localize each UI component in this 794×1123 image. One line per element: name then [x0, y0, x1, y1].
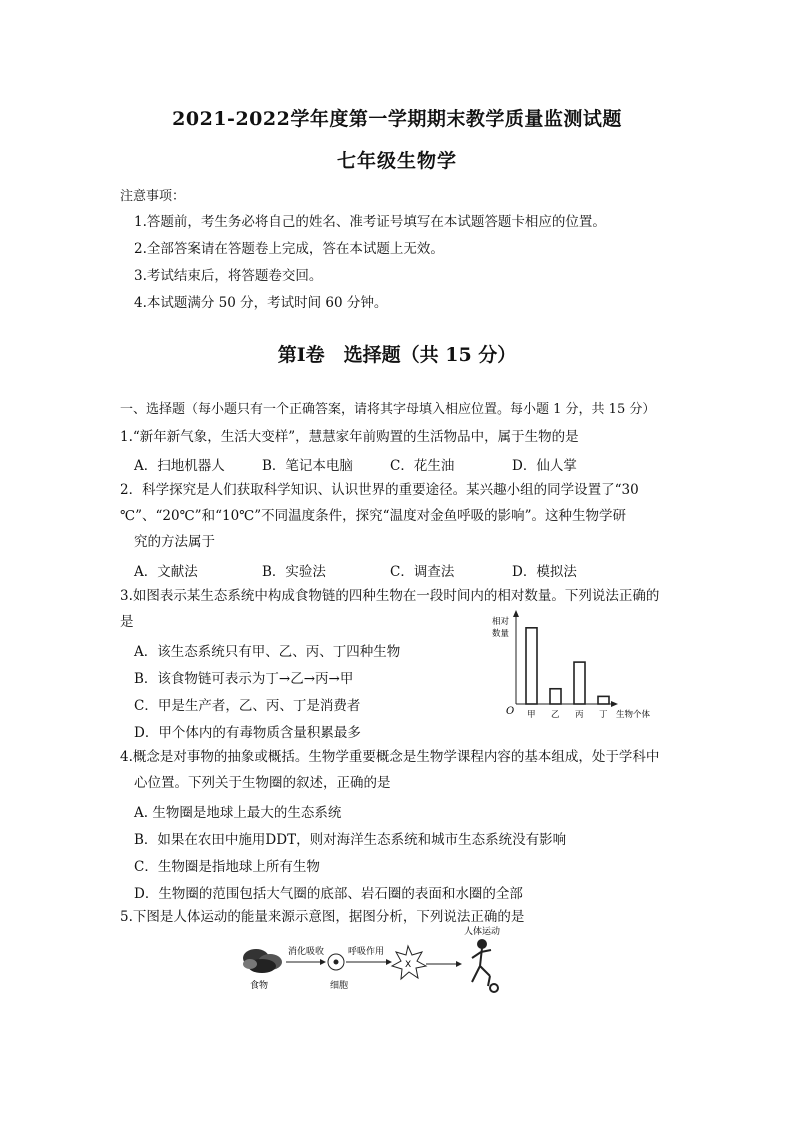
origin-label: O: [506, 706, 515, 717]
relative-quantity-bar-chart: [488, 608, 688, 724]
option-d: D．生物圈的范围包括大气圈的底部、岩石圈的表面和水圈的全部: [134, 886, 523, 902]
cell-nucleus-icon: [334, 960, 339, 965]
cell-label: 细胞: [330, 981, 349, 991]
note-item: 3.考试结束后，将答题卷交回。: [134, 268, 323, 284]
energy-source-diagram: [236, 922, 526, 1002]
option-c: C．甲是生产者，乙、丙、丁是消费者: [134, 698, 361, 714]
option-a: A．该生态系统只有甲、乙、丙、丁四种生物: [134, 644, 401, 660]
y-axis-arrow: [513, 610, 519, 617]
category-label: 丁: [599, 710, 608, 720]
option-a: A. 生物圈是地球上最大的生态系统: [134, 805, 342, 821]
bar-乙: [550, 689, 561, 704]
y-axis-label-2: 数量: [492, 629, 510, 639]
category-label: 甲: [527, 710, 536, 720]
y-axis-label-1: 相对: [492, 617, 510, 627]
question-stem: 究的方法属于: [134, 534, 215, 550]
soccer-player-icon: [472, 940, 498, 992]
arrow-digestion-head: [320, 959, 326, 965]
option-b: B．如果在农田中施用DDT，则对海洋生态系统和城市生态系统没有影响: [134, 832, 567, 848]
note-item: 2.全部答案请在答题卷上完成，答在本试题上无效。: [134, 241, 444, 257]
category-label: 丙: [575, 710, 584, 720]
respiration-label: 呼吸作用: [348, 947, 385, 957]
bar-甲: [526, 628, 537, 704]
part-instruction: 一、选择题（每小题只有一个正确答案，请将其字母填入相应位置。每小题 1 分，共 15 分）: [120, 402, 656, 417]
question-stem: 1.“新年新气象，生活大变样”，慧慧家年前购置的生活物品中，属于生物的是: [120, 429, 579, 445]
notes-heading: 注意事项：: [120, 189, 186, 204]
bar-丙: [574, 662, 585, 704]
exam-title: 2021-2022学年度第一学期期末教学质量监测试题: [172, 108, 622, 130]
question-stem: 5.下图是人体运动的能量来源示意图，据图分析，下列说法正确的是: [120, 909, 525, 925]
arrow-respiration-head: [386, 959, 392, 965]
question-stem: 3.如图表示某生态系统中构成食物链的四种生物在一段时间内的相对数量。下列说法正确的: [120, 588, 660, 604]
question-stem: 是: [120, 614, 134, 630]
digestion-label: 消化吸收: [288, 947, 325, 957]
option-c: C．调查法: [390, 564, 455, 580]
option-c: C．花生油: [390, 458, 455, 474]
chart-category-labels: [527, 710, 608, 720]
movement-label: 人体运动: [464, 927, 501, 937]
question-stem: 心位置。下列关于生物圈的叙述，正确的是: [134, 775, 391, 791]
x-axis-label: 生物个体: [616, 710, 651, 720]
exam-subtitle: 七年级生物学: [336, 150, 457, 172]
food-label: 食物: [250, 981, 269, 991]
option-d: D．仙人掌: [512, 458, 577, 474]
section-title: 第Ⅰ卷 选择题（共 15 分）: [277, 344, 517, 366]
option-c: C．生物圈是指地球上所有生物: [134, 859, 320, 875]
option-b: B．笔记本电脑: [262, 458, 353, 474]
question-stem: 2．科学探究是人们获取科学知识、认识世界的重要途径。某兴趣小组的同学设置了“30: [120, 482, 639, 498]
x-label: X: [405, 960, 412, 970]
question-stem: 4.概念是对事物的抽象或概括。生物学重要概念是生物学课程内容的基本组成，处于学科中: [120, 749, 660, 765]
chart-bars: [526, 628, 609, 704]
option-d: D．模拟法: [512, 564, 577, 580]
question-stem: ℃”、“20℃”和“10℃”不同温度条件，探究“温度对金鱼呼吸的影响”。这种生物学研: [120, 508, 626, 524]
food-image: [243, 949, 282, 973]
x-axis-arrow: [611, 701, 618, 707]
bar-丁: [598, 696, 609, 704]
note-item: 1.答题前，考生务必将自己的姓名、准考证号填写在本试题答题卡相应的位置。: [134, 214, 606, 230]
option-a: A．文献法: [134, 564, 198, 580]
note-item: 4.本试题满分 50 分，考试时间 60 分钟。: [134, 295, 388, 311]
category-label: 乙: [551, 710, 560, 720]
arrow-movement-head: [456, 961, 462, 967]
option-b: B．实验法: [262, 564, 326, 580]
option-d: D．甲个体内的有毒物质含量积累最多: [134, 725, 361, 741]
option-b: B．该食物链可表示为丁→乙→丙→甲: [134, 671, 354, 687]
option-a: A．扫地机器人: [134, 458, 225, 474]
